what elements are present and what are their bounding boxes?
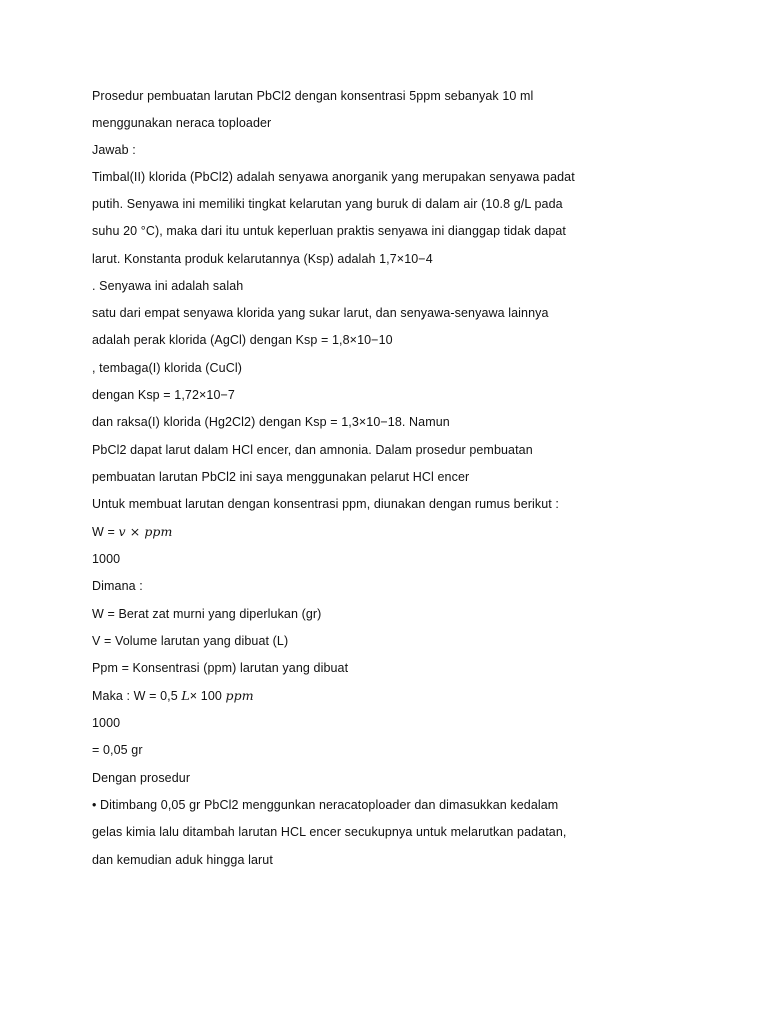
title-line-1: Prosedur pembuatan larutan PbCl2 dengan konsentrasi 5ppm sebanyak 10 ml xyxy=(92,89,534,103)
paragraph-line: satu dari empat senyawa klorida yang sukar larut, dan senyawa-senyawa lainnya xyxy=(92,306,549,320)
title-line-2: menggunakan neraca toploader xyxy=(92,116,272,130)
procedure-step: gelas kimia lalu ditambah larutan HCL encer secukupnya untuk melarutkan padatan, xyxy=(92,825,567,839)
formula-weight xyxy=(92,524,173,540)
paragraph-line: , tembaga(I) klorida (CuCl) xyxy=(92,361,242,375)
formula-prefix: W = xyxy=(92,525,119,539)
paragraph-line: PbCl2 dapat larut dalam HCl encer, dan amnonia. Dalam prosedur pembuatan xyxy=(92,443,533,457)
definitions-heading: Dimana : xyxy=(92,579,143,593)
paragraph-line: adalah perak klorida (AgCl) dengan Ksp = 1,8×10−10 xyxy=(92,333,393,347)
calculation-math-l: 𝐿 xyxy=(181,688,190,703)
paragraph-line: pembuatan larutan PbCl2 ini saya menggunakan pelarut HCl encer xyxy=(92,470,470,484)
definition-line: W = Berat zat murni yang diperlukan (gr) xyxy=(92,607,322,621)
paragraph-line: dan raksa(I) klorida (Hg2Cl2) dengan Ksp = 1,3×10−18. Namun xyxy=(92,415,450,429)
calculation-math-ppm: 𝑝𝑝𝑚 xyxy=(225,688,254,703)
paragraph-line: suhu 20 °C), maka dari itu untuk keperluan praktis senyawa ini dianggap tidak dapat xyxy=(92,224,566,238)
procedure-heading: Dengan prosedur xyxy=(92,771,191,785)
paragraph-line: Untuk membuat larutan dengan konsentrasi ppm, diunakan dengan rumus berikut : xyxy=(92,497,560,511)
calculation-line xyxy=(92,688,254,704)
calculation-prefix: Maka : W = 0,5 xyxy=(92,689,182,703)
procedure-step: • Ditimbang 0,05 gr PbCl2 menggunkan neracatoploader dan dimasukkan kedalam xyxy=(92,798,559,812)
paragraph-line: Timbal(II) klorida (PbCl2) adalah senyawa anorganik yang merupakan senyawa padat xyxy=(92,170,575,184)
paragraph-line: larut. Konstanta produk kelarutannya (Ksp) adalah 1,7×10−4 xyxy=(92,252,433,266)
calculation-result: = 0,05 gr xyxy=(92,743,143,757)
answer-label: Jawab : xyxy=(92,143,136,157)
procedure-step: dan kemudian aduk hingga larut xyxy=(92,853,273,867)
paragraph-line: dengan Ksp = 1,72×10−7 xyxy=(92,388,235,402)
paragraph-line: . Senyawa ini adalah salah xyxy=(92,279,244,293)
paragraph-line: putih. Senyawa ini memiliki tingkat kelarutan yang buruk di dalam air (10.8 g/L pada xyxy=(92,197,563,211)
formula-denominator: 1000 xyxy=(92,552,121,566)
definition-line: V = Volume larutan yang dibuat (L) xyxy=(92,634,289,648)
calculation-middle: × 100 xyxy=(189,689,226,703)
definition-line: Ppm = Konsentrasi (ppm) larutan yang dibuat xyxy=(92,661,349,675)
formula-math: 𝑣 × 𝑝𝑝𝑚 xyxy=(118,524,173,539)
calculation-denominator: 1000 xyxy=(92,716,121,730)
